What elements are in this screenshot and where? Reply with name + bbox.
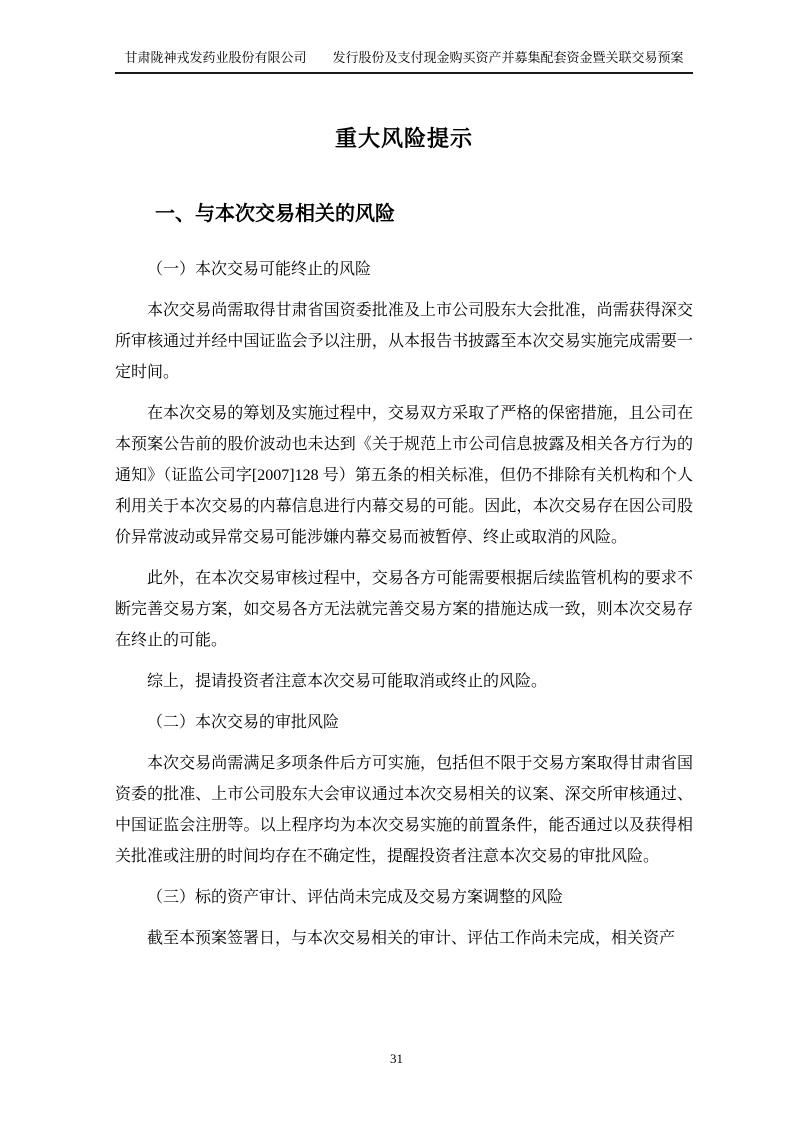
page-number: 31 [390, 1051, 403, 1066]
paragraph: 在本次交易的筹划及实施过程中，交易双方采取了严格的保密措施，且公司在本预案公告前的股价波动也未达到《关于规范上市公司信息披露及相关各方行为的通知》（证监公司字[2007]128 号）第五条的相关标准，但仍不排除有关机构和个人利用关于本次交易的内幕信息进行内幕交易的可能。因此，本次交易存在因公司股价异常波动或异常交易可能涉嫌内幕交易而被暂停、终止或取消的风险。 [115, 405, 693, 546]
document-title: 重大风险提示 [334, 126, 473, 151]
page-footer [0, 1051, 793, 1066]
paragraph: 综上，提请投资者注意本次交易可能取消或终止的风险。 [147, 673, 548, 690]
paragraph: 此外，在本次交易审核过程中，交易各方可能需要根据后续监管机构的要求不断完善交易方案，如交易各方无法就完善交易方案的措施达成一致，则本次交易存在终止的可能。 [115, 570, 693, 649]
subsection-heading-3: （三）标的资产审计、评估尚未完成及交易方案调整的风险 [147, 889, 564, 906]
paragraph: 本次交易尚需取得甘肃省国资委批准及上市公司股东大会批准，尚需获得深交所审核通过并经中国证监会予以注册，从本报告书披露至本次交易实施完成需要一定时间。 [115, 302, 693, 381]
paragraph: 截至本预案签署日，与本次交易相关的审计、评估工作尚未完成，相关资产 [147, 930, 676, 947]
header-running-title: 甘肃陇神戎发药业股份有限公司 发行股份及支付现金购买资产并募集配套资金暨关联交易预案 [124, 50, 684, 65]
paragraph: 本次交易尚需满足多项条件后方可实施，包括但不限于交易方案取得甘肃省国资委的批准、上市公司股东大会审议通过本次交易相关的议案、深交所审核通过、中国证监会注册等。以上程序均为本次交易实施的前置条件，能否通过以及获得相关批准或注册的时间均存在不确定性，提醒投资者注意本次交易的审批风险。 [115, 755, 693, 865]
subsection-heading-2: （二）本次交易的审批风险 [147, 714, 340, 731]
section-heading: 一、与本次交易相关的风险 [155, 203, 395, 225]
subsection-heading-1: （一）本次交易可能终止的风险 [147, 261, 372, 278]
page-header [115, 50, 693, 74]
